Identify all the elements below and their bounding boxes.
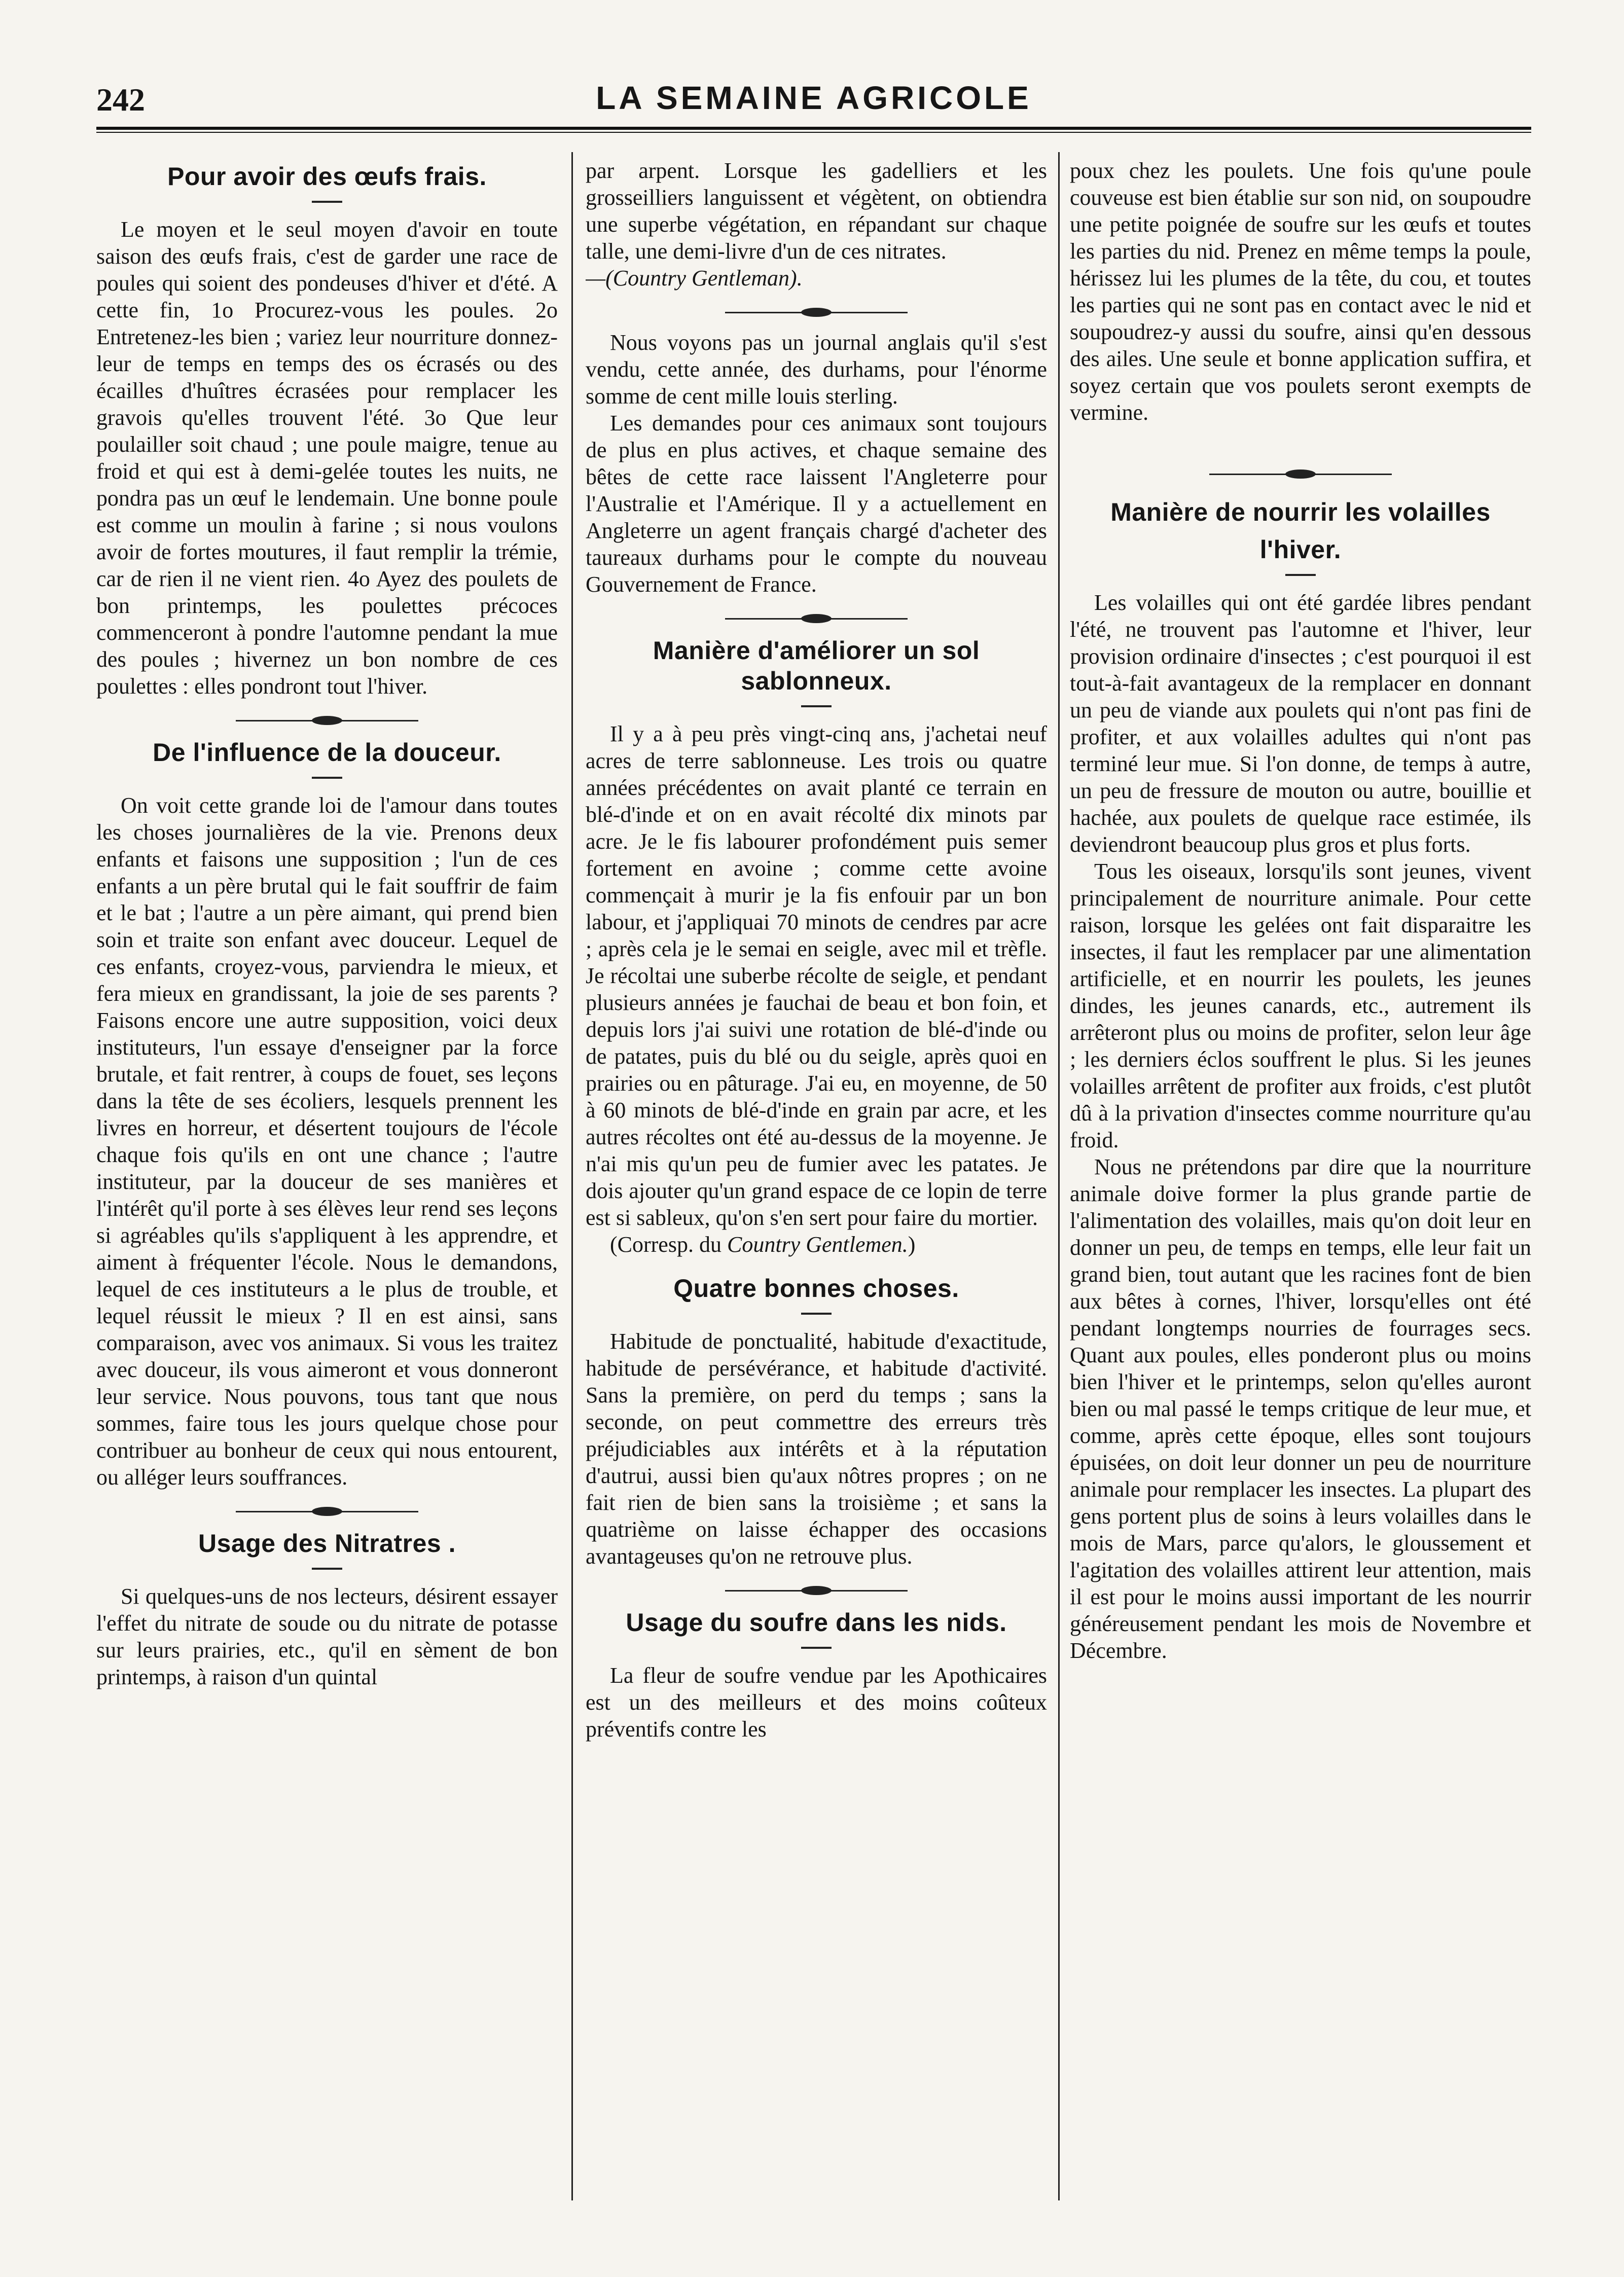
short-dash (801, 1647, 832, 1649)
page-number: 242 (96, 82, 145, 118)
article-paragraph: On voit cette grande loi de l'amour dans toutes les choses journalières de la vie. Prenons deux enfants et faisons une supposition ; l'un de ces enfants a un père brutal qui le fait souffrir de faim et le bat ; l'autre a un père aimant, qui prend bien soin et traite son enfant avec douceur. Lequel de ces enfants, croyez-vous, parviendra le mieux, et fera mieux en grandissant, la joie de ses parents ? Faisons encore une autre supposition, voici deux instituteurs, l'un essaye d'enseigner par la force brutale, et fait rentrer, à coups de fouet, ses leçons dans la tête de ses écoliers, lesquels prennent les livres en horreur, et désertent toujours de l'école chaque fois qu'ils en ont une chance ; l'autre instituteur, par la douceur de ses manières et l'intérêt qu'il porte à ses élèves leur rend ses leçons si agréables qu'ils s'appliquent à les apprendre, et aiment à fréquenter l'école. Nous le demandons, lequel de ces instituteurs a le plus de trouble, et lequel réussit le mieux ? Il en est ainsi, sans comparaison, avec vos animaux. Si vous les traitez avec douceur, ils vous aimeront et vous donneront leur service. Nous pouvons, tous tant que nous sommes, faire tous les jours quelque chose pour contribuer au bonheur de ceux qui nous entourent, ou alléger leurs souffrances. (96, 793, 558, 1490)
source-prefix: (Corresp. du (610, 1232, 727, 1257)
article-paragraph: Il y a à peu près vingt-cinq ans, j'achetai neuf acres de terre sablonneuse. Les trois ou quatre années précédentes on avait planté ce terrain en blé-d'inde et on en avait récolté dix minots par acre. Je le fis labourer profondément puis semer fortement en avoine ; comme cette avoine commençait à murir je la fis enfouir par un bon labour, et j'appliquai 70 minots de cendres par acre ; après cela je le semai en seigle, avec mil et trèfle. Je récoltai une suberbe récolte de seigle, et pendant plusieurs années je fauchai de beau et bon foin, et depuis lors j'ai suivi une rotation de blé-d'inde ou de patates, puis du blé ou du seigle, après quoi en prairies ou en pâturage. J'ai eu, en moyenne, de 50 à 60 minots de blé-d'inde en grain par acre, et les autres récoltes ont été au-dessus de la moyenne. Je n'ai mis qu'un peu de fumier avec les patates. Je dois ajouter qu'un grand espace de ce lopin de terre est si sableux, qu'on s'en sert pour faire du mortier. (586, 721, 1047, 1230)
article-paragraph: La fleur de soufre vendue par les Apothicaires est un des meilleurs et des moins coûteux préventifs contre les (586, 1663, 1047, 1742)
source-italic: Country Gentlemen. (727, 1232, 908, 1257)
article-title: Manière d'améliorer un sol sablonneux. (653, 636, 980, 695)
separator-ornament (725, 611, 908, 626)
article-title-line2: l'hiver. (1259, 535, 1342, 564)
article-title: Quatre bonnes choses. (673, 1274, 959, 1303)
column-rule (571, 152, 573, 2200)
column-2 (586, 152, 1047, 2200)
separator-ornament (236, 713, 418, 728)
separator-ornament (1209, 466, 1392, 482)
short-dash (312, 1568, 342, 1570)
header-rule (96, 127, 1531, 133)
article-paragraph: Nous ne prétendons par dire que la nourriture animale doive former la plus grande partie de l'alimentation des volailles, mais qu'on doit leur en donner un peu, de temps en temps, elle leur fait un grand bien, tout autant que les racines font de bien aux bêtes à cornes, l'hiver, lorsqu'elles ont été pendant longtemps nourries de fourrages secs. Quant aux poules, elles ponderont plus ou moins bien l'hiver et le printemps, selon qu'elles auront bien ou mal passé le temps critique de leur mue, et comme, après cette époque, elles sont toujours épuisées, on doit leur donner un peu de nourriture animale pour remplacer les insectes. La plupart des gens portent plus de soins à leurs volailles dans le mois de Mars, parce qu'alors, le gloussement et l'agitation des volailles attirent leur attention, mais il est pour le moins aussi important de les nourrir généreusement pendant les mois de Novembre et Décembre. (1070, 1154, 1531, 1663)
columns (96, 152, 1531, 2200)
page-header (96, 76, 1531, 132)
article-paragraph: Le moyen et le seul moyen d'avoir en toute saison des œufs frais, c'est de garder une race de poules qui soient des pondeuses d'hiver et d'été. A cette fin, 1o Procurez-vous les poules. 2o Entretenez-les bien ; variez leur nourriture donnez-leur de temps en temps des os écrasés ou des écailles d'huîtres écrasées pour remplacer les gravois qu'elles trouvent l'été. 3o Que leur poulailler soit chaud ; une poule maigre, tenue au froid et qui est à demi-gelée toutes les nuits, ne pondra pas un œuf le lendemain. Une bonne poule est comme un moulin à farine ; si nous voulons avoir de fortes moutures, il faut remplir la trémie, car de rien il ne vient rien. 4o Ayez des poulets de bon printemps, les poulettes précoces commenceront à pondre l'automne pendant la mue des poules ; hivernez un bon nombre de ces poulettes : elles pondront tout l'hiver. (96, 217, 558, 699)
separator-ornament (725, 1583, 908, 1598)
short-dash (1285, 574, 1316, 576)
article-paragraph: Habitude de ponctualité, habitude d'exactitude, habitude de persévérance, et habitude d'activité. Sans la première, on perd du temps ; sans la seconde, on peut commettre des erreurs très préjudiciables aux intérêts et à la réputation d'autrui, aussi bien qu'aux nôtres propres ; on ne fait rien de bien sans la troisième ; et sans la quatrième on laisse échapper des occasions avantageuses qu'on ne retrouve plus. (586, 1329, 1047, 1569)
separator-ornament (725, 305, 908, 320)
article-title: Manière de nourrir les volailles (1110, 498, 1491, 526)
short-dash (312, 201, 342, 203)
running-title: LA SEMAINE AGRICOLE (596, 80, 1032, 116)
article-source (586, 1231, 1047, 1258)
continuation-text: poux chez les poulets. Une fois qu'une poule couveuse est bien établie sur son nid, on soupoudre une petite poignée de soufre sur les œufs et toutes les parties du nid. Prenez en même temps la poule, hérissez lui les plumes de la tête, du cou, et toutes les parties qui ne sont pas en contact avec le nid et soupoudrez-y aussi du soufre, ainsi qu'en dessous des ailes. Une seule et bonne application suffira, et soyez certain que vos poulets seront exempts de vermine. (1070, 158, 1531, 425)
source-suffix: ) (908, 1232, 916, 1257)
column-rule (1058, 152, 1060, 2200)
note-paragraph: Les demandes pour ces animaux sont toujours de plus en plus actives, et chaque semaine des bêtes de cette race laissent l'Angleterre pour l'Australie et l'Amérique. Il y a actuellement en Angleterre un agent français chargé d'acheter des taureaux durhams pour le compte du nouveau Gouvernement de France. (586, 411, 1047, 597)
short-dash (801, 705, 832, 707)
article-title: De l'influence de la douceur. (153, 738, 501, 767)
continuation-text: par arpent. Lorsque les gadelliers et les grosseilliers languissent et végètent, on obtiendra une superbe végétation, en répandant sur chaque talle, une demi-livre d'un de ces nitrates. (586, 158, 1047, 264)
short-dash (801, 1313, 832, 1315)
separator-ornament (236, 1504, 418, 1519)
article-paragraph: Si quelques-uns de nos lecteurs, désirent essayer l'effet du nitrate de soude ou du nitrate de potasse sur leurs prairies, etc., qu'il en sèment de bon printemps, à raison d'un quintal (96, 1584, 558, 1689)
article-paragraph: Les volailles qui ont été gardée libres pendant l'été, ne trouvent pas l'automne et l'hiver, leur provision ordinaire d'insectes ; c'est pourquoi il est tout-à-fait avantageux de la remplacer en donnant un peu de viande aux poulets qui n'ont pas fini de profiter, et aux volailles adultes qui n'ont pas terminé leur mue. Si l'on donne, de temps à autre, un peu de fressure de mouton ou autre, bouillie et hachée, aux poulets de quelque race estimée, ils deviendront beaucoup plus gros et plus forts. (1070, 590, 1531, 857)
article-title: Pour avoir des œufs frais. (167, 162, 487, 191)
note-paragraph: Nous voyons pas un journal anglais qu'il s'est vendu, cette année, des durhams, pour l'énorme somme de cent mille louis sterling. (586, 330, 1047, 409)
article-paragraph: Tous les oiseaux, lorsqu'ils sont jeunes, vivent principalement de nourriture animale. Pour cette raison, lorsque les gelées ont fait disparaitre les insectes, il faut les remplacer par une alimentation artificielle, et en nourrir les poulets, les jeunes dindes, les jeunes canards, etc., autrement ils arrêteront plus ou moins de profiter, selon leur âge ; les derniers éclos souffrent le plus. Si les jeunes volailles arrêtent de profiter aux froids, c'est plutôt dû à la privation d'insectes comme nourriture qu'au froid. (1070, 859, 1531, 1152)
continuation-source: —(Country Gentleman). (586, 266, 803, 291)
article-title: Usage du soufre dans les nids. (626, 1608, 1007, 1637)
column-3 (1070, 152, 1531, 2200)
column-1 (96, 152, 558, 2200)
short-dash (312, 777, 342, 779)
article-title: Usage des Nitratres . (198, 1529, 456, 1558)
